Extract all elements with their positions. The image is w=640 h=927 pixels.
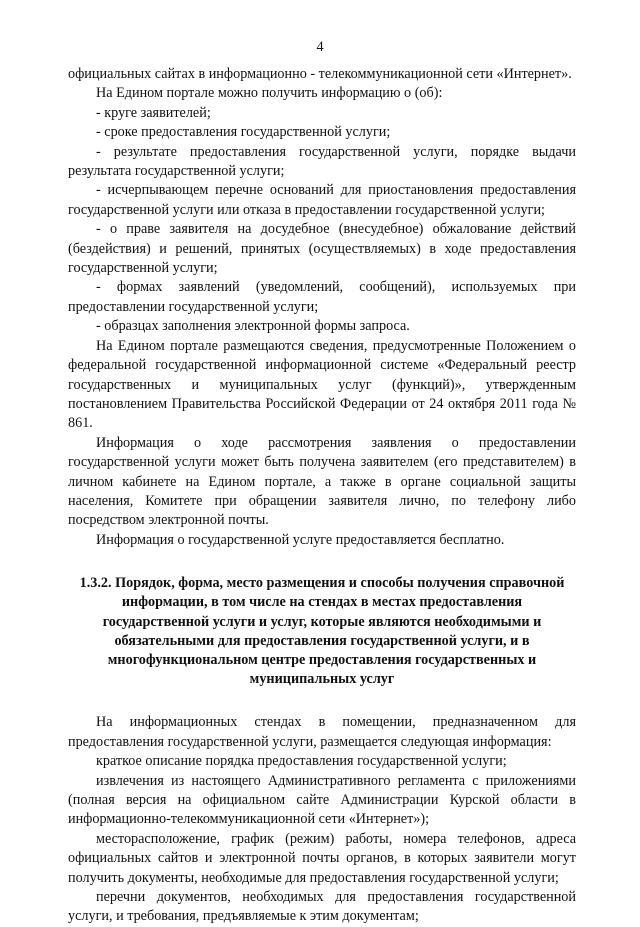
paragraph: Информация о государственной услуге предоставляется бесплатно. xyxy=(96,531,505,548)
list-item: краткое описание порядка предоставления государственной услуги; xyxy=(96,753,507,770)
page-number: 4 xyxy=(316,39,324,55)
paragraph: На Едином портале можно получить информацию о (об): xyxy=(96,85,443,102)
list-item: месторасположение, график (режим) работы, номера телефонов, адреса официальных сайтов и электронной почты органов, в которых заявители могут получить документы, необходимые для предоставления государственной услуги; xyxy=(68,830,576,886)
list-item: - исчерпывающем перечне оснований для приостановления предоставления государственной услуги или отказа в предоставлении государственной услуги; xyxy=(68,182,576,218)
list-item: - образцах заполнения электронной формы запроса. xyxy=(96,318,410,335)
paragraph: официальных сайтах в информационно - телекоммуникационной сети «Интернет». xyxy=(68,66,572,82)
list-item: - результате предоставления государственной услуги, порядке выдачи результата государственной услуги; xyxy=(68,143,576,180)
list-item: перечни документов, необходимых для предоставления государственной услуги, и требования, предъявляемые к этим документам; xyxy=(68,889,576,925)
document-body xyxy=(68,65,576,927)
list-item: - о праве заявителя на досудебное (внесудебное) обжалование действий (бездействия) и решений, принятых (осуществляемых) в ходе предоставления государственной услуги; xyxy=(68,221,576,277)
section-heading: 1.3.2. Порядок, форма, место размещения и способы получения справочной информации, в том числе на стендах в местах предоставления государственной услуги и услуг, которые являются необходимыми и обязательными для предоставления государственной услуги, и в многофункциональном центре предоставления государственных и муниципальных услуг xyxy=(79,575,565,688)
list-item: - формах заявлений (уведомлений, сообщений), используемых при предоставлении государственной услуги; xyxy=(68,279,576,315)
paragraph: Информация о ходе рассмотрения заявления о предоставлении государственной услуги может быть получена заявителем (его представителем) в личном кабинете на Едином портале, а также в органе социальной защиты населения, Комитете при обращении заявителя лично, по телефону либо посредством электронной почты. xyxy=(68,434,576,529)
paragraph: На информационных стендах в помещении, предназначенном для предоставления государственной услуги, размещается следующая информация: xyxy=(68,714,576,750)
list-item: - сроке предоставления государственной услуги; xyxy=(96,124,391,141)
list-item: извлечения из настоящего Административного регламента с приложениями (полная версия на официальном сайте Администрации Курской области в информационно-телекоммуникационной сети «Интернет»); xyxy=(68,772,576,828)
list-item: - круге заявителей; xyxy=(96,104,211,121)
paragraph: На Едином портале размещаются сведения, предусмотренные Положением о федеральной государственной информационной системе «Федеральный реестр государственных и муниципальных услуг (функций)», утвержденным постановлением Правительства Российской Федерации от 24 октября 2011 года № 861. xyxy=(68,337,576,432)
